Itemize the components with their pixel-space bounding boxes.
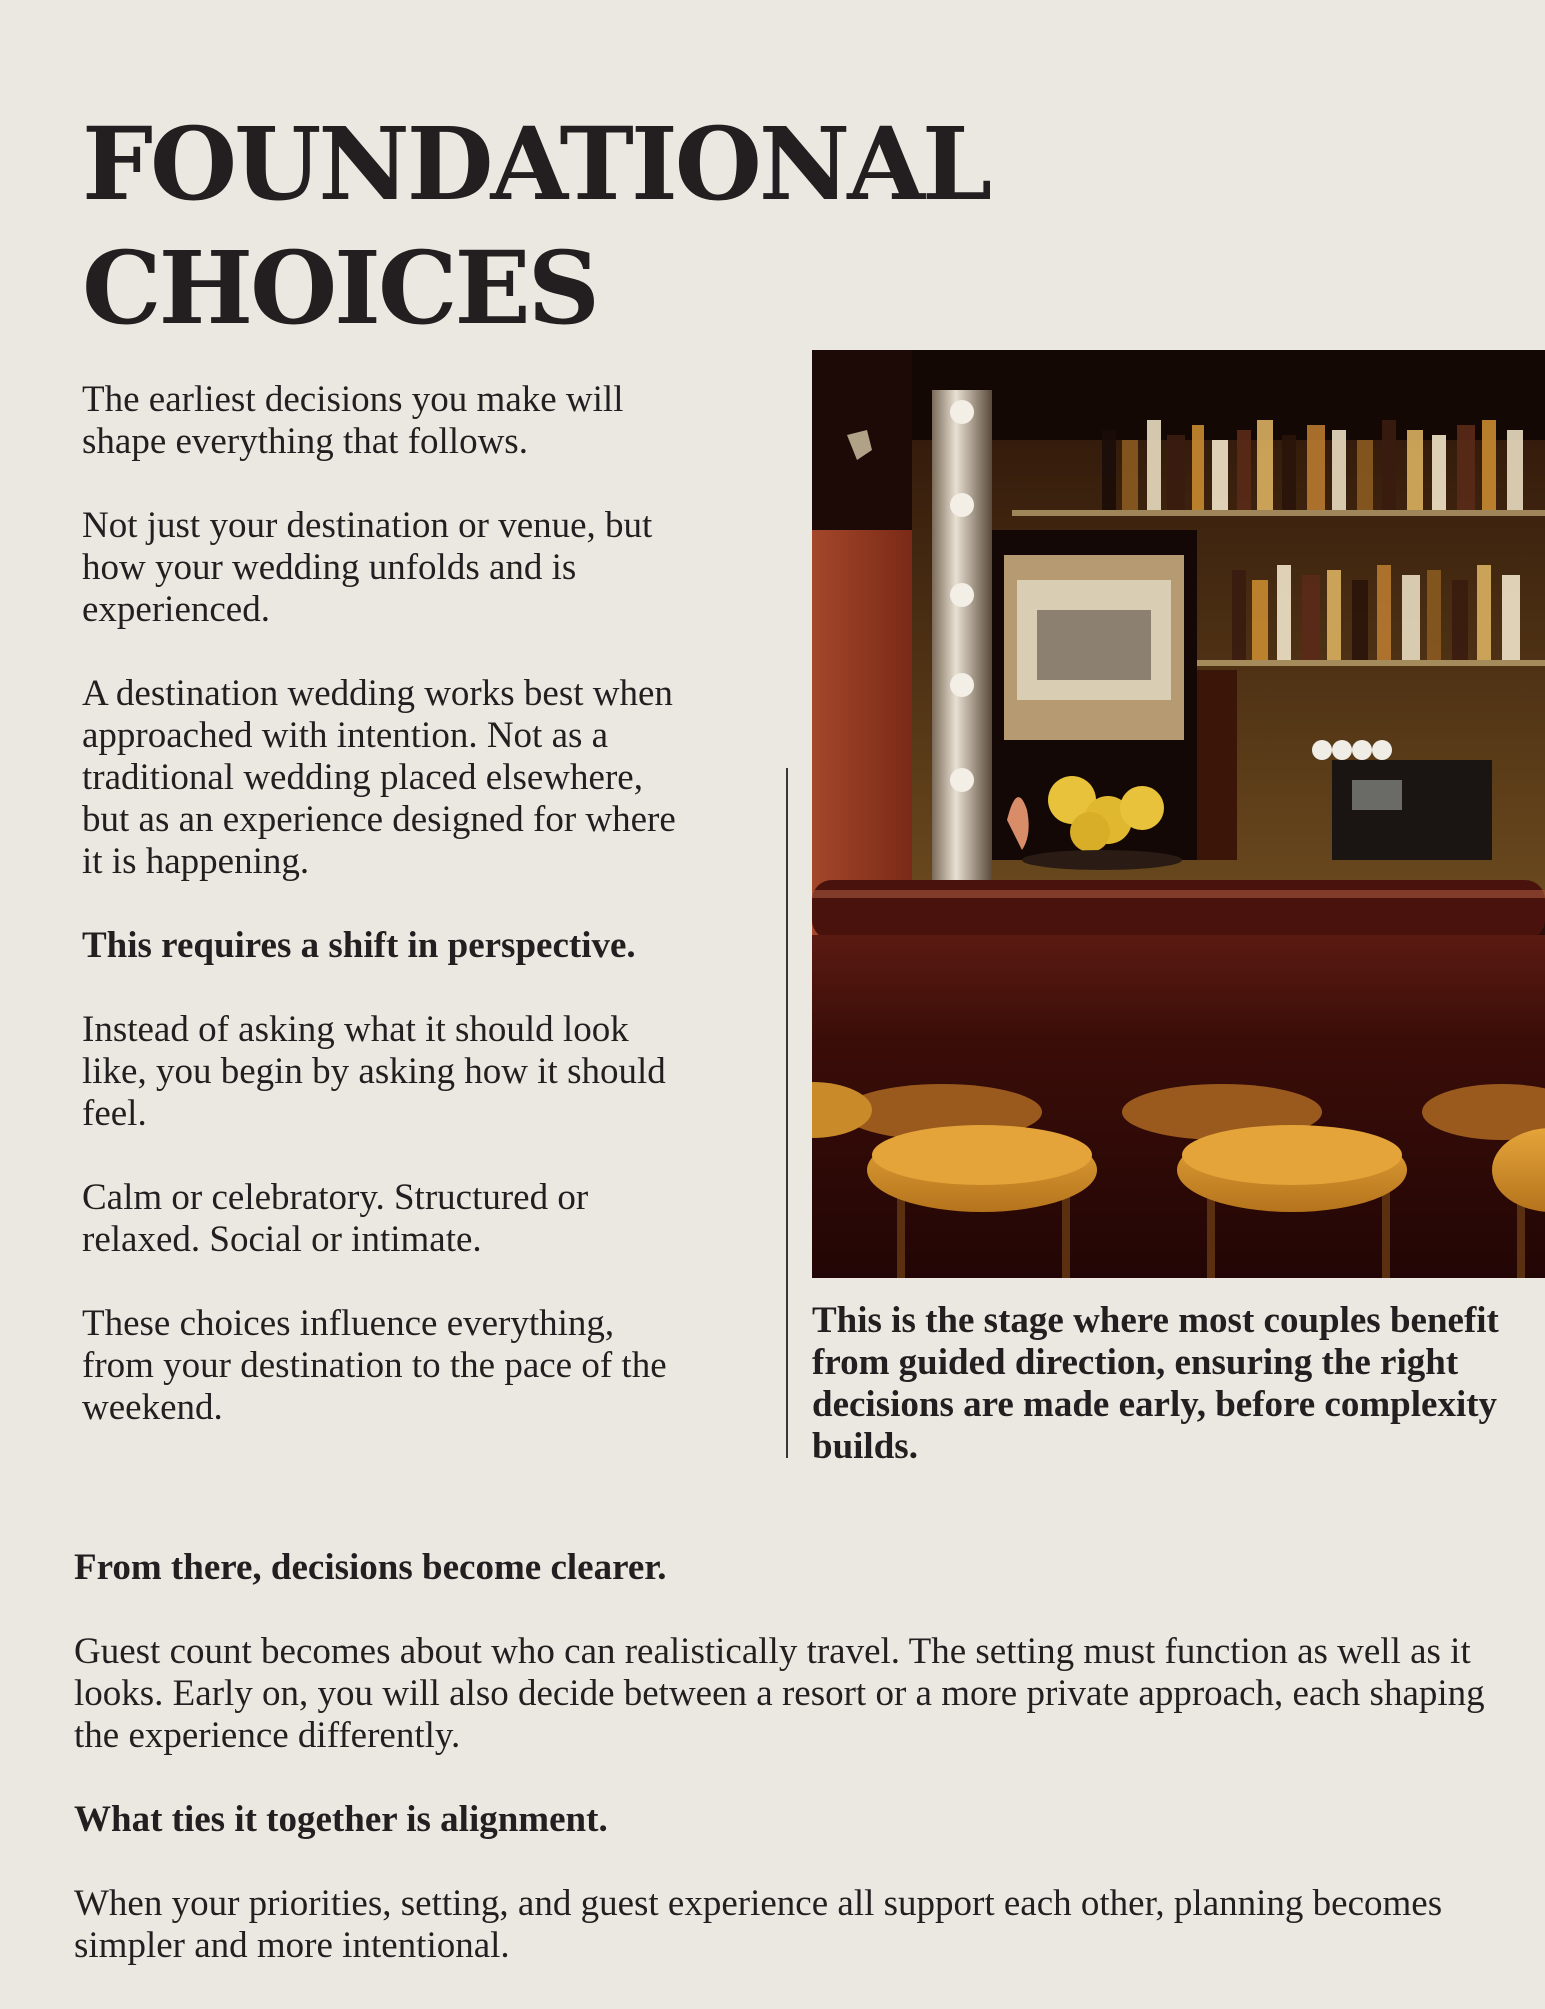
bottom-section (74, 1547, 1514, 2009)
bar-photo-illustration (812, 350, 1545, 1278)
mood-paragraph: Calm or celebratory. Structured or relaxed. Social or intimate. (82, 1177, 589, 1260)
bar-interior-photo (812, 350, 1545, 1278)
alignment-heading: What ties it together is alignment. (74, 1799, 608, 1840)
feel-paragraph: Instead of asking what it should look like, you begin by asking how it should feel. (82, 1009, 666, 1134)
vertical-divider (786, 768, 788, 1458)
title-line-2: CHOICES (82, 229, 597, 347)
influence-paragraph: These choices influence everything, from your destination to the pace of the weekend. (82, 1303, 667, 1428)
photo-caption: This is the stage where most couples benefit from guided direction, ensuring the right decisions are made early, before complexity builds. (812, 1300, 1499, 1467)
intention-paragraph: A destination wedding works best when approached with intention. Not as a traditional wedding placed elsewhere, but as an experience designed for where it is happening. (82, 673, 676, 882)
destination-paragraph: Not just your destination or venue, but how your wedding unfolds and is experienced. (82, 505, 653, 630)
left-column (82, 379, 692, 1471)
guest-count-paragraph: Guest count becomes about who can realistically travel. The setting must function as well as it looks. Early on, you will also decide between a resort or a more private approach, each shaping the experience differently. (74, 1631, 1485, 1756)
clarity-heading: From there, decisions become clearer. (74, 1547, 667, 1588)
intro-paragraph: The earliest decisions you make will shape everything that follows. (82, 379, 624, 462)
priorities-paragraph: When your priorities, setting, and guest experience all support each other, planning becomes simpler and more intentional. (74, 1883, 1443, 1966)
title-line-1: FOUNDATIONAL (82, 105, 990, 223)
perspective-heading: This requires a shift in perspective. (82, 925, 636, 966)
page-title (82, 102, 989, 350)
